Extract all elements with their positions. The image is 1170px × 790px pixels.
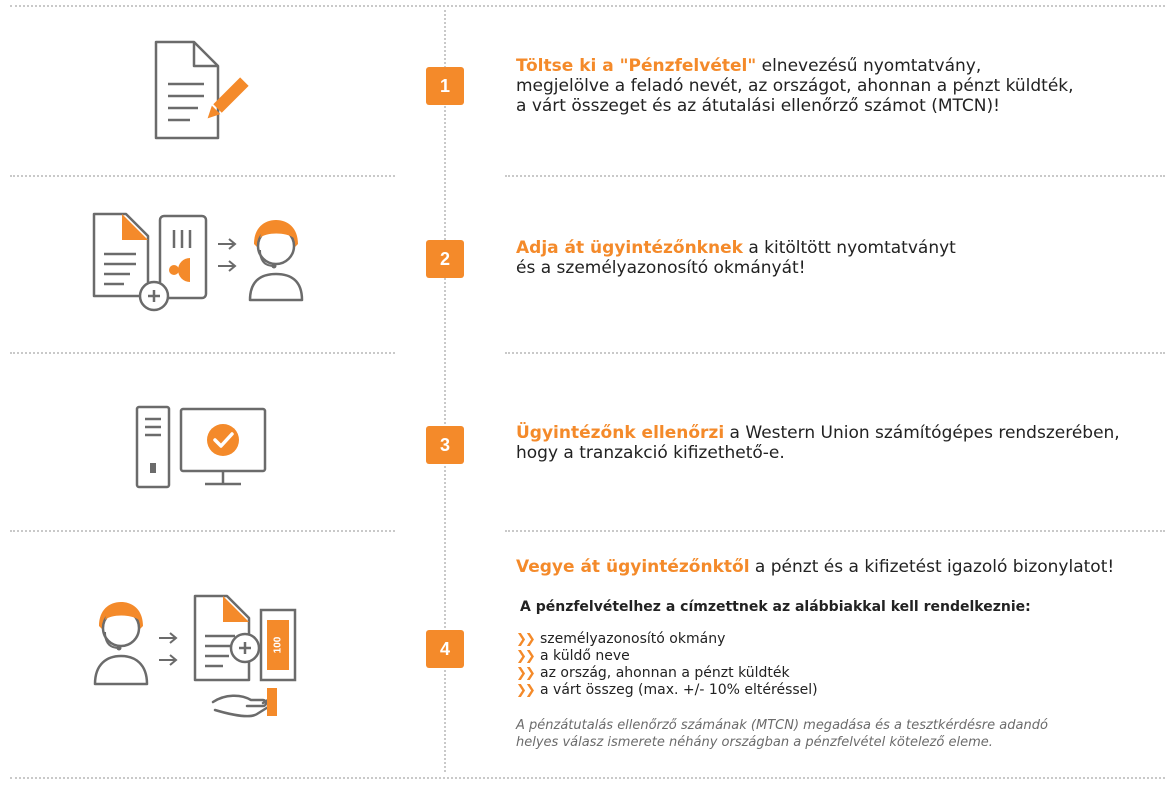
agent-payout-icon <box>75 590 305 720</box>
step-2-highlight: Adja át ügyintézőnknek <box>516 238 743 258</box>
step-number-badge: 4 <box>426 630 464 668</box>
step-4-line-1-rest: a pénzt és a kifizetést igazoló bizonylatot! <box>749 557 1115 577</box>
step-2-text <box>516 238 956 278</box>
step-1-line-3: a várt összeget és az átutalási ellenőrző számot (MTCN)! <box>516 96 1000 116</box>
double-chevron-icon: ❯❯ <box>516 666 534 681</box>
step-number-badge: 3 <box>426 426 464 464</box>
separator-left-1 <box>10 175 395 177</box>
documents-to-agent-icon <box>90 210 315 320</box>
list-item <box>516 665 818 682</box>
step-4-highlight: Vegye át ügyintézőnktől <box>516 557 750 577</box>
separator-top <box>10 5 1165 7</box>
banknote-label: 100 <box>272 636 284 654</box>
step-1-line-1-rest: elnevezésű nyomtatvány, <box>756 56 982 76</box>
double-chevron-icon: ❯❯ <box>516 683 534 698</box>
step-1-highlight: Töltse ki a "Pénzfelvétel" <box>516 56 757 76</box>
separator-right-1 <box>505 175 1165 177</box>
list-item-label: személyazonosító okmány <box>540 631 726 647</box>
requirements-heading: A pénzfelvételhez a címzettnek az alábbiakkal kell rendelkeznie: <box>520 599 1031 615</box>
list-item <box>516 631 818 648</box>
step-3-highlight: Ügyintézőnk ellenőrzi <box>516 423 725 443</box>
step-2-line-1 <box>516 238 956 258</box>
form-edit-icon <box>150 38 250 143</box>
list-item-label: az ország, ahonnan a pénzt küldték <box>540 665 790 681</box>
separator-right-2 <box>505 352 1165 354</box>
step-3-line-1-rest: a Western Union számítógépes rendszerében, <box>724 423 1120 443</box>
step-3-line-1 <box>516 423 1120 443</box>
step-2-line-1-rest: a kitöltött nyomtatványt <box>742 238 956 258</box>
mtcn-note-line-1: A pénzátutalás ellenőrző számának (MTCN) megadása és a tesztkérdésre adandó <box>516 718 1048 733</box>
double-chevron-icon: ❯❯ <box>516 649 534 664</box>
step-4-text <box>516 557 1114 577</box>
list-item-label: a várt összeg (max. +/- 10% eltéréssel) <box>540 682 818 698</box>
step-number-badge: 1 <box>426 67 464 105</box>
mtcn-note-line-2: helyes válasz ismerete néhány országban a pénzfelvétel kötelező eleme. <box>516 735 993 750</box>
separator-left-3 <box>10 530 395 532</box>
step-3-line-2: hogy a tranzakció kifizethető-e. <box>516 443 785 463</box>
double-chevron-icon: ❯❯ <box>516 632 534 647</box>
step-1-text <box>516 56 1074 116</box>
step-3-text <box>516 423 1120 463</box>
requirements-list <box>516 631 818 699</box>
separator-bottom <box>10 777 1165 779</box>
list-item <box>516 648 818 665</box>
step-2-line-2: és a személyazonosító okmányát! <box>516 258 806 278</box>
separator-left-2 <box>10 352 395 354</box>
separator-right-3 <box>505 530 1165 532</box>
step-1-line-2: megjelölve a feladó nevét, az országot, ahonnan a pénzt küldték, <box>516 76 1074 96</box>
mtcn-note <box>516 717 1048 751</box>
step-4-line-1 <box>516 557 1114 577</box>
computer-check-icon <box>135 405 270 490</box>
list-item <box>516 682 818 699</box>
list-item-label: a küldő neve <box>540 648 630 664</box>
step-number-badge: 2 <box>426 240 464 278</box>
step-1-line-1 <box>516 56 1074 76</box>
